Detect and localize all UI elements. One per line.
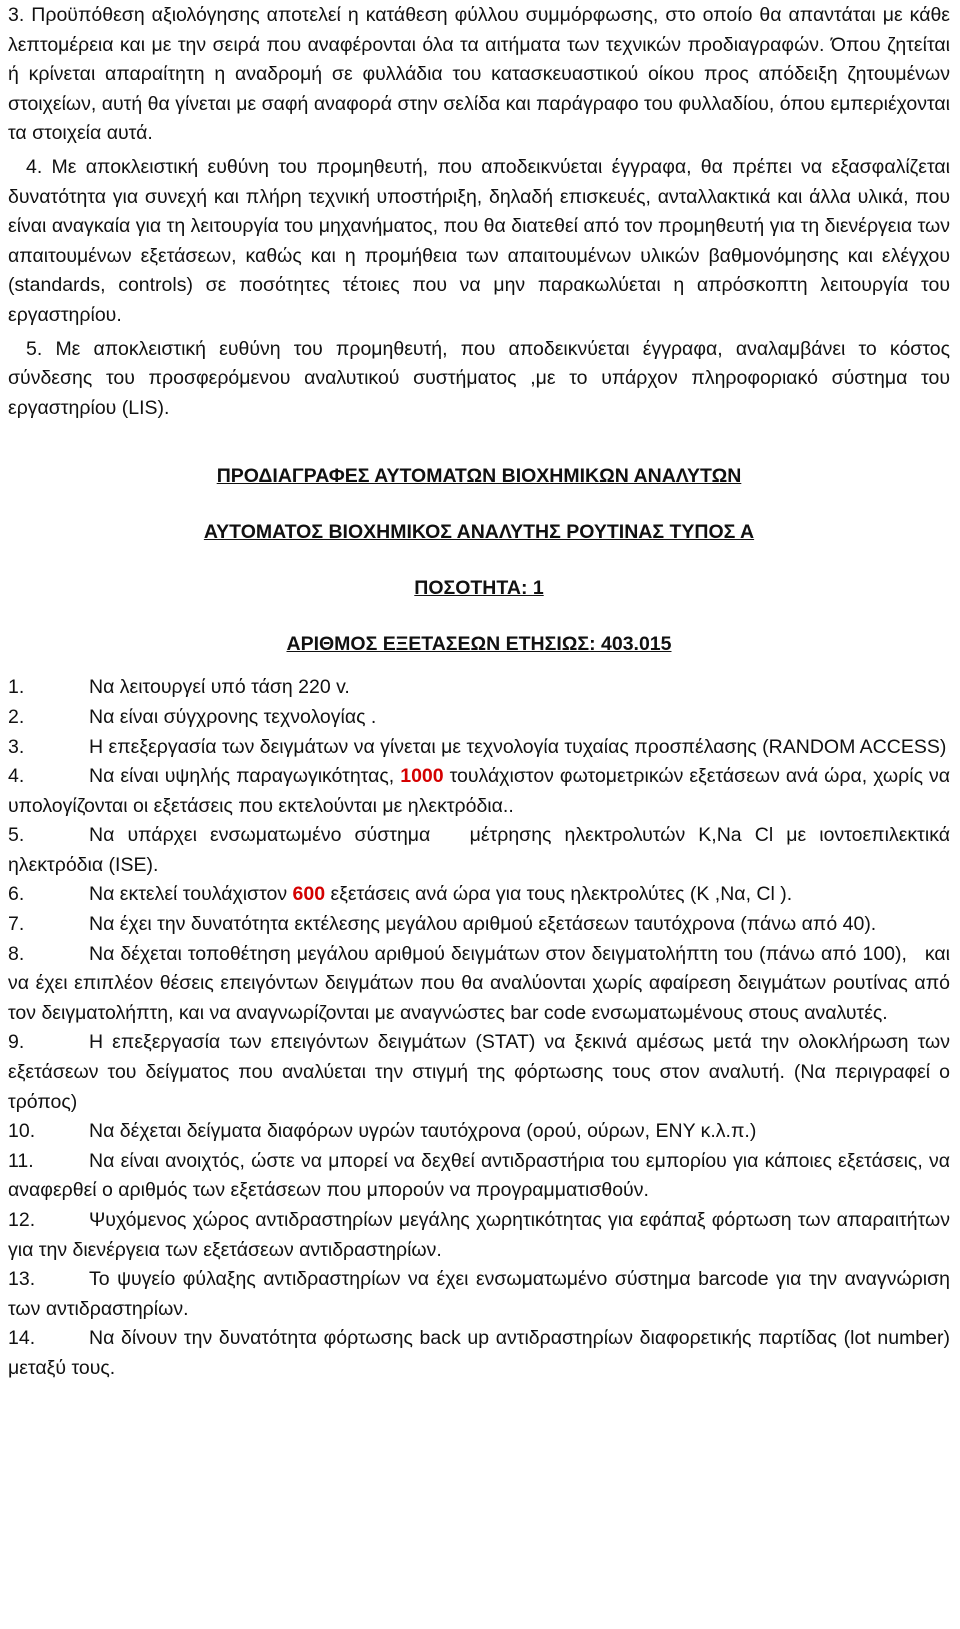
item-text: Ψυχόμενος χώρος αντιδραστηρίων μεγάλης χωρητικότητας για εφάπαξ φόρτωση των απαραιτήτων για την διενέργεια των εξετάσεων αντιδραστηρίων.: [8, 1209, 950, 1261]
requirement-item: [8, 1117, 950, 1147]
intro-paragraph-5: [8, 335, 950, 424]
item-text: Να έχει την δυνατότητα εκτέλεσης μεγάλου αριθμού εξετάσεων ταυτόχρονα (πάνω από 40).: [89, 913, 877, 936]
item-text-pre: Να είναι υψηλής παραγωγικότητας,: [89, 765, 401, 788]
item-number: 5.: [8, 824, 25, 847]
paragraph-label: 3.: [8, 4, 25, 26]
requirement-item: [8, 1206, 950, 1265]
paragraph-label: 5.: [26, 337, 43, 360]
item-number: 10.: [8, 1120, 36, 1143]
item-text: Η επεξεργασία των δειγμάτων να γίνεται με τεχνολογία τυχαίας προσπέλασης (RANDOM ACCESS): [89, 735, 947, 758]
item-number: 8.: [8, 942, 25, 965]
item-text: Το ψυγείο φύλαξης αντιδραστηρίων να έχει ενσωματωμένο σύστημα barcode για την αναγνώριση των αντιδραστηρίων.: [8, 1268, 950, 1320]
requirement-item: [8, 880, 950, 910]
item-number: 9.: [8, 1031, 25, 1054]
requirement-item: [8, 762, 950, 821]
item-number: 11.: [8, 1149, 34, 1172]
item-number: 14.: [8, 1327, 36, 1350]
requirement-item: [8, 1324, 950, 1383]
item-number: 13.: [8, 1268, 36, 1291]
item-text: Να δίνουν την δυνατότητα φόρτωσης back up αντιδραστηρίων διαφορετικής παρτίδας (lot number) μεταξύ τους.: [8, 1327, 950, 1379]
item-text: Η επεξεργασία των επειγόντων δειγμάτων (STAT) να ξεκινά αμέσως μετά την ολοκλήρωση των εξετάσεων του δείγματος που αναλύεται την στιγμή της φόρτωσης τους στον αναλυτή. (Να περιγραφεί ο τρόπος): [8, 1031, 950, 1113]
paragraph-text: Προϋπόθεση αξιολόγησης αποτελεί η κατάθεση φύλλου συμμόρφωσης, στο οποίο θα απαντάται με κάθε λεπτομέρεια και με την σειρά που αναφέρονται όλα τα αιτήματα των τεχνικών προδιαγραφών. Όπου ζητείται ή κρίνεται απαραίτητη η αναδρομή σε φυλλάδια του κατασκευαστικού οίκου προς απόδειξη ζητουμένων στοιχείων, αυτή θα γίνεται με σαφή αναφορά στην σελίδα και παράγραφο του φυλλαδίου, όπου εμπεριέχονται τα στοιχεία αυτά.: [8, 4, 951, 145]
item-text-post: τουλάχιστον φωτομετρικών εξετάσεων ανά ώρα, χωρίς να υπολογίζονται οι εξετάσεις που εκτελούνται με ηλεκτρόδια..: [8, 765, 950, 817]
analyzer-title: ΑΥΤΟΜΑΤΟΣ ΒΙΟΧΗΜΙΚΟΣ ΑΝΑΛΥΤΗΣ ΡΟΥΤΙΝΑΣ ΤΥΠΟΣ Α: [203, 521, 755, 544]
item-text-post: εξετάσεις ανά ώρα για τους ηλεκτρολύτες (Κ ,Να, Cl ).: [325, 883, 793, 906]
requirements-list: [8, 673, 956, 1383]
item-number: 6.: [8, 883, 25, 906]
item-text: Να λειτουργεί υπό τάση 220 v.: [89, 676, 350, 699]
annual-tests-heading: ΑΡΙΘΜΟΣ ΕΞΕΤΑΣΕΩΝ ΕΤΗΣΙΩΣ: 403.015: [286, 633, 672, 656]
requirement-item: [8, 673, 950, 703]
spec-title: ΠΡΟΔΙΑΓΡΑΦΕΣ ΑΥΤΟΜΑΤΩΝ ΒΙΟΧΗΜΙΚΩΝ ΑΝΑΛΥΤΩΝ: [216, 465, 742, 488]
item-text: Να δέχεται τοποθέτηση μεγάλου αριθμού δειγμάτων στον δειγματολήπτη του (πάνω από 100), και να έχει επιπλέον θέσεις επειγόντων δειγμάτων που θα αναλύονται χωρίς αφαίρεση δειγμάτων ρουτίνας από τον δειγματολήπτη, και να αναγνωρίζονται με αναγνώστες bar code ενσωματωμένους στους αναλυτές.: [8, 942, 956, 1024]
highlight-value: 600: [292, 883, 326, 906]
item-text: Να είναι σύγχρονης τεχνολογίας .: [89, 705, 377, 728]
item-number: 12.: [8, 1209, 36, 1231]
requirement-item: [8, 821, 956, 880]
requirement-item: [8, 910, 950, 940]
item-number: 2.: [8, 705, 25, 728]
item-text-pre: Να εκτελεί τουλάχιστον: [89, 883, 293, 906]
paragraph-text: Με αποκλειστική ευθύνη του προμηθευτή, που αποδεικνύεται έγγραφα, θα πρέπει να εξασφαλίζεται δυνατότητα για συνεχή και πλήρη τεχνική υποστήριξη, δηλαδή επισκευές, ανταλλακτικά και άλλα υλικά, που είναι αναγκαία για τη λειτουργία του μηχανήματος, που θα διατεθεί από τον προμηθευτή για τη διενέργεια των απαιτουμένων εξετάσεων, καθώς και η προμήθεια των απαιτουμένων υλικών βαθμονόμησης και ελέγχου (standards, controls) σε ποσότητες τέτοιες που να μην παρακωλύεται η απρόσκοπτη λειτουργία του εργαστηρίου.: [8, 155, 950, 326]
paragraph-text: Με αποκλειστική ευθύνη του προμηθευτή, που αποδεικνύεται έγγραφα, αναλαμβάνει το κόστος σύνδεσης του προσφερόμενου αναλυτικού συστήματος ,με το υπάρχον πληροφοριακό σύστημα του εργαστηρίου (LIS).: [8, 337, 950, 419]
requirement-item: [8, 1028, 950, 1117]
requirement-item: [8, 1265, 950, 1324]
item-text: Να δέχεται δείγματα διαφόρων υγρών ταυτόχρονα (ορού, ούρων, ΕΝΥ κ.λ.π.): [89, 1120, 757, 1143]
intro-paragraph-4: [8, 153, 950, 331]
item-text: Να είναι ανοιχτός, ώστε να μπορεί να δεχθεί αντιδραστήρια του εμπορίου για κάποιες εξετάσεις, να αναφερθεί ο αριθμός των εξετάσεων που μπορούν να προγραμματισθούν.: [8, 1149, 950, 1202]
paragraph-label: 4.: [26, 155, 43, 178]
item-text: Να υπάρχει ενσωματωμένο σύστημα μέτρησης ηλεκτρολυτών K,Na Cl με ιοντοεπιλεκτικά ηλεκτρόδια (ISE).: [8, 824, 956, 876]
item-number: 1.: [8, 676, 25, 699]
item-number: 7.: [8, 913, 25, 936]
item-number: 4.: [8, 765, 25, 788]
requirement-item: [8, 703, 950, 733]
highlight-value: 1000: [400, 765, 444, 788]
requirement-item: [8, 940, 956, 1029]
quantity-heading: ΠΟΣΟΤΗΤΑ: 1: [414, 577, 544, 600]
item-number: 3.: [8, 735, 25, 758]
intro-paragraph-3: [8, 1, 950, 149]
requirement-item: [8, 733, 950, 763]
requirement-item: [8, 1147, 950, 1206]
